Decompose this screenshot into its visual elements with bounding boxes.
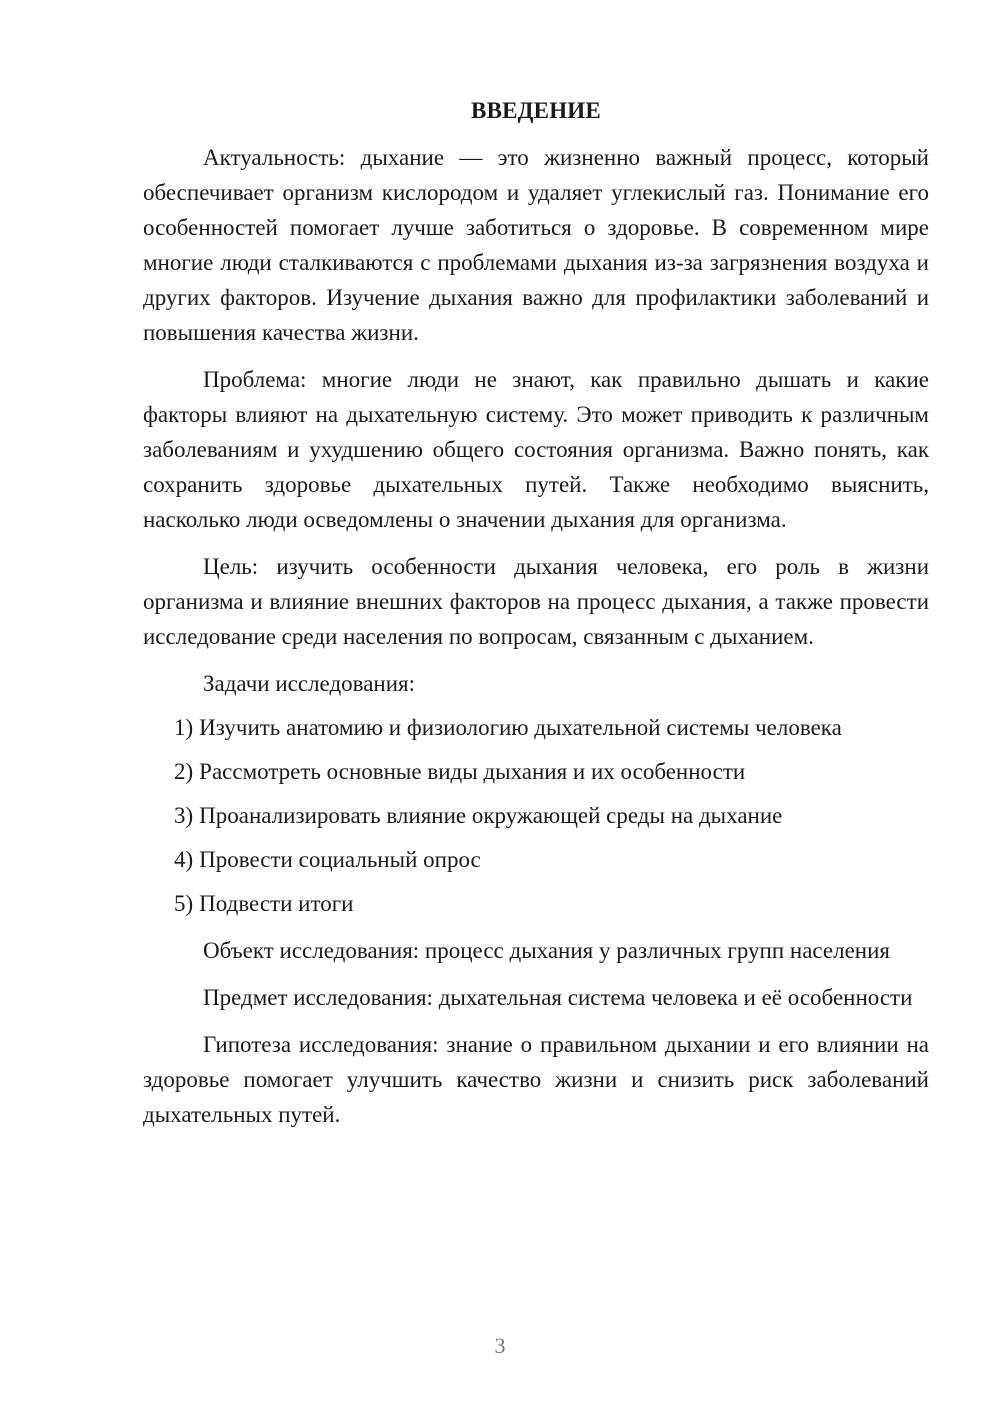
tasks-heading: Задачи исследования: xyxy=(203,671,416,696)
paragraph-object: Объект исследования: процесс дыхания у различных групп населения xyxy=(203,938,891,963)
task-item-3 xyxy=(143,798,929,833)
paragraph-hypothesis: Гипотеза исследования: знание о правильном дыхании и его влиянии на здоровье помогает улучшить качество жизни и снизить риск заболеваний дыхательных путей. xyxy=(143,1032,929,1127)
task-item-1 xyxy=(143,710,929,745)
page-number: 3 xyxy=(494,1333,506,1358)
task-text: Рассмотреть основные виды дыхания и их особенности xyxy=(199,759,746,784)
task-text: Проанализировать влияние окружающей среды на дыхание xyxy=(199,803,783,828)
task-item-4 xyxy=(143,842,929,877)
task-number: 1) xyxy=(174,715,194,740)
task-text: Подвести итоги xyxy=(199,891,354,916)
task-number: 5) xyxy=(174,891,194,916)
task-item-2 xyxy=(143,754,929,789)
task-number: 3) xyxy=(174,803,194,828)
page-content xyxy=(143,96,929,1144)
task-number: 2) xyxy=(174,759,194,784)
section-title: ВВЕДЕНИЕ xyxy=(471,98,601,123)
paragraph-goal: Цель: изучить особенности дыхания человека, его роль в жизни организма и влияние внешних факторов на процесс дыхания, а также провести исследование среди населения по вопросам, связанным с дыханием. xyxy=(143,554,929,649)
task-item-5 xyxy=(143,886,929,921)
paragraph-subject: Предмет исследования: дыхательная система человека и её особенности xyxy=(203,985,913,1010)
paragraph-relevance: Актуальность: дыхание — это жизненно важный процесс, который обеспечивает организм кислородом и удаляет углекислый газ. Понимание его особенностей помогает лучше заботиться о здоровье. В современном мире многие люди сталкиваются с проблемами дыхания из-за загрязнения воздуха и других факторов. Изучение дыхания важно для профилактики заболеваний и повышения качества жизни. xyxy=(143,145,929,345)
task-text: Провести социальный опрос xyxy=(199,847,481,872)
paragraph-problem: Проблема: многие люди не знают, как правильно дышать и какие факторы влияют на дыхательную систему. Это может приводить к различным заболеваниям и ухудшению общего состояния организма. Важно понять, как сохранить здоровье дыхательных путей. Также необходимо выяснить, насколько люди осведомлены о значении дыхания для организма. xyxy=(143,367,929,532)
task-text: Изучить анатомию и физиологию дыхательной системы человека xyxy=(199,715,842,740)
task-number: 4) xyxy=(174,847,194,872)
tasks-list xyxy=(143,710,929,921)
